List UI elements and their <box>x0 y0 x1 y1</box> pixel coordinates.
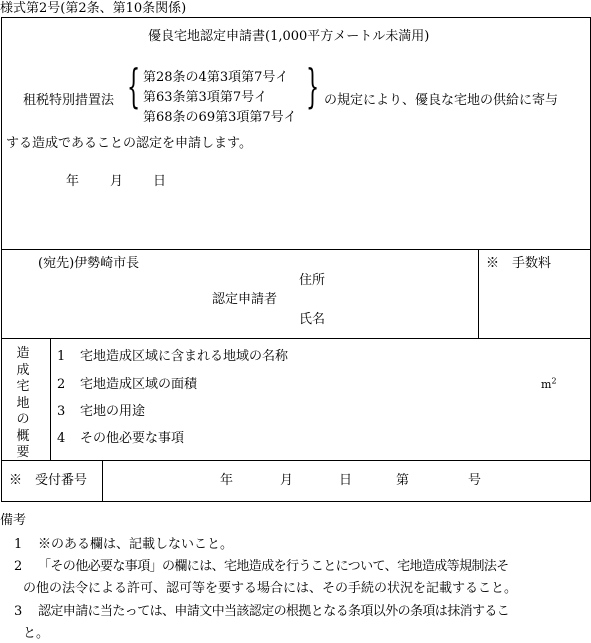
date-day-label: 日 <box>153 174 167 189</box>
statement-text: する造成であることの認定を申請します。 <box>6 136 252 151</box>
reception-label: ※ 受付番号 <box>9 473 88 488</box>
note-no: 1 <box>14 537 23 552</box>
divider <box>1 338 591 339</box>
overview-item-no: 3 <box>57 404 66 419</box>
overview-item-no: 4 <box>57 431 66 446</box>
law-article: 第68条の69第3項第7号イ <box>143 110 297 125</box>
divider <box>1 460 591 461</box>
applicant-label: 認定申請者 <box>212 292 278 307</box>
addressee: (宛先)伊勢崎市長 <box>38 256 140 271</box>
reception-month-label: 月 <box>280 473 294 488</box>
overview-item-no: 1 <box>57 349 66 364</box>
note-text: の他の法令による許可、認可等を要する場合には、その手続の状況を記載すること。 <box>23 581 518 596</box>
note-no: 2 <box>14 559 23 574</box>
note-text: 「その他必要な事項」の欄には、宅地造成を行うことについて、宅地造成等規制法そ <box>38 559 509 574</box>
law-name: 租税特別措置法 <box>23 93 115 108</box>
reception-dai-label: 第 <box>396 473 410 488</box>
overview-item-text: その他必要な事項 <box>80 431 185 446</box>
overview-item-text: 宅地造成区域に含まれる地域の名称 <box>80 349 289 364</box>
notes-heading: 備考 <box>0 513 27 528</box>
date-year-label: 年 <box>66 174 80 189</box>
form-number: 様式第2号(第2条、第10条関係) <box>0 1 187 16</box>
law-article: 第28条の4第3項第7号イ <box>143 70 289 85</box>
note-no: 3 <box>14 604 23 619</box>
overview-label: 造成宅地の概要 <box>16 346 30 460</box>
overview-item-text: 宅地造成区域の面積 <box>80 377 198 392</box>
reception-divider <box>102 460 103 502</box>
overview-divider <box>50 338 51 460</box>
overview-item-text: 宅地の用途 <box>80 404 146 419</box>
date-month-label: 月 <box>110 174 124 189</box>
form-title: 優良宅地認定申請書(1,000平方メートル未満用) <box>148 29 430 44</box>
area-unit: $m^2$ <box>541 376 557 391</box>
overview-item-no: 2 <box>57 377 66 392</box>
name-label: 氏名 <box>299 312 326 327</box>
reception-go-label: 号 <box>468 473 482 488</box>
address-label: 住所 <box>299 273 326 288</box>
right-brace: } <box>306 59 320 113</box>
note-text: 認定申請に当たっては、申請文中当該認定の根拠となる条項以外の条項は抹消するこ <box>38 604 510 619</box>
note-text: と。 <box>23 626 50 641</box>
divider <box>1 249 591 250</box>
note-text: ※のある欄は、記載しないこと。 <box>38 537 234 552</box>
statement-text: の規定により、優良な宅地の供給に寄与 <box>324 93 559 108</box>
reception-year-label: 年 <box>220 473 234 488</box>
reception-day-label: 日 <box>339 473 353 488</box>
fee-divider <box>478 249 479 338</box>
law-article: 第63条第3項第7号イ <box>143 90 268 105</box>
fee-label: ※ 手数料 <box>486 256 552 271</box>
left-brace: { <box>127 59 141 113</box>
